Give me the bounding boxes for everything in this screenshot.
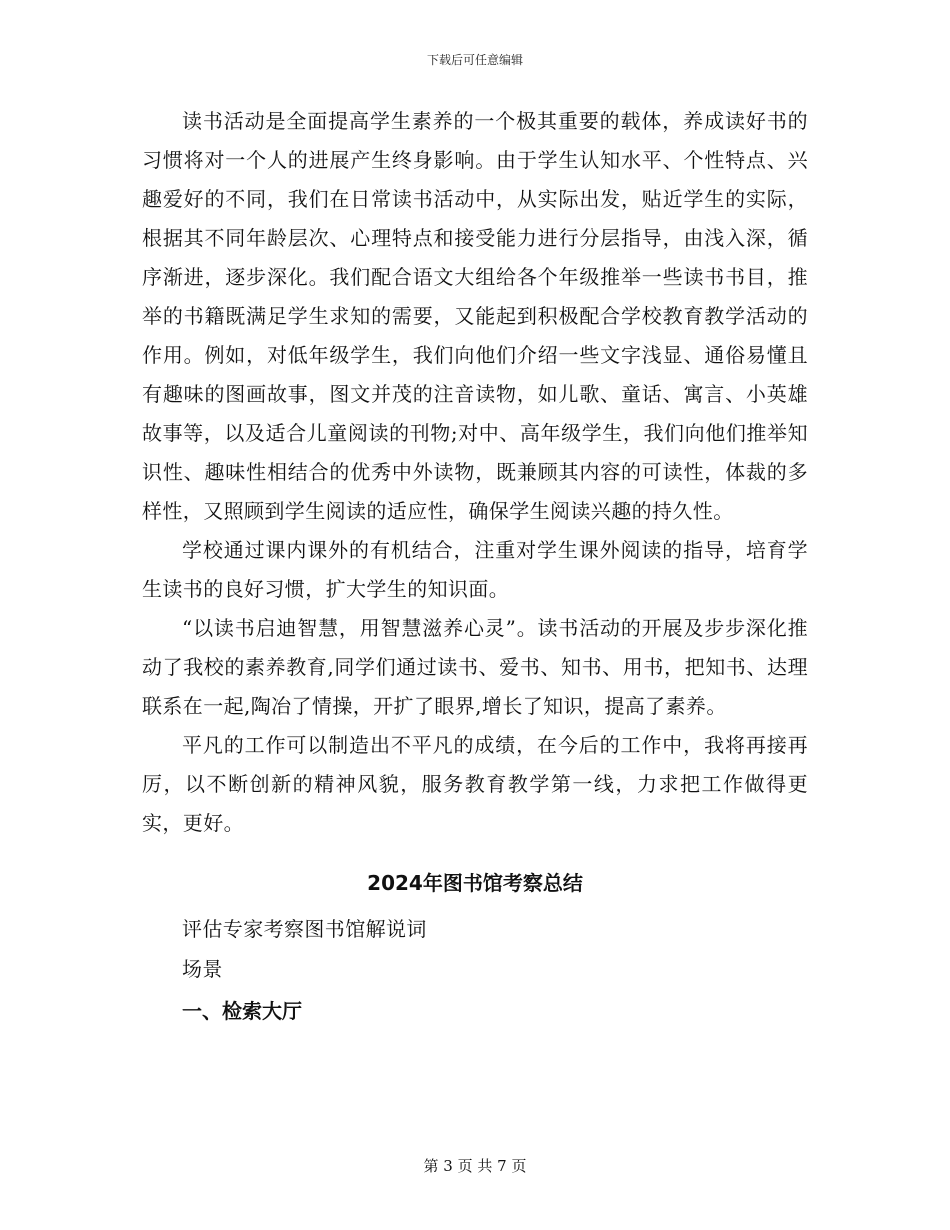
page-header: 下载后可任意编辑 (426, 53, 523, 67)
page-footer: 第 3 页 共 7 页 (423, 1157, 527, 1175)
paragraph-reading-activity: 读书活动是全面提高学生素养的一个极其重要的载体，养成读好书的习惯将对一个人的进展产生终身影响。由于学生认知水平、个性特点、兴趣爱好的不同，我们在日常读书活动中，从实际出发，贴近学生的实际，根据其不同年龄层次、心理特点和接受能力进行分层指导，由浅入深，循序渐进，逐步深化。我们配合语文大组给各个年级推举一些读书书目，推举的书籍既满足学生求知的需要，又能起到积极配合学校教育教学活动的作用。例如，对低年级学生，我们向他们介绍一些文字浅显、通俗易懂且有趣味的图画故事，图文并茂的注音读物，如儿歌、童话、寓言、小英雄故事等，以及适合儿童阅读的刊物;对中、高年级学生，我们向他们推举知识性、趣味性相结合的优秀中外读物，既兼顾其内容的可读性，体裁的多样性，又照顾到学生阅读的适应性，确保学生阅读兴趣的持久性。 (142, 109, 808, 523)
paragraph-wisdom-quote: “以读书启迪智慧，用智慧滋养心灵”。读书活动的开展及步步深化推动了我校的素养教育,同学们通过读书、爱书、知书、用书，把知书、达理联系在一起,陶冶了情操，开扩了眼界,增长了知识，提高了素养。 (142, 616, 808, 718)
paragraph-conclusion: 平凡的工作可以制造出不平凡的成绩，在今后的工作中，我将再接再厉，以不断创新的精神风貌，服务教育教学第一线，力求把工作做得更实，更好。 (142, 733, 808, 835)
document-body (142, 102, 808, 1033)
scene-line: 场景 (182, 957, 223, 981)
section-title: 2024年图书馆考察总结 (367, 871, 583, 895)
subsection-heading: 一、检索大厅 (182, 999, 302, 1023)
paragraph-extracurricular: 学校通过课内课外的有机结合，注重对学生课外阅读的指导，培育学生读书的良好习惯，扩大学生的知识面。 (142, 538, 808, 601)
subtitle-line: 评估专家考察图书馆解说词 (182, 917, 427, 941)
